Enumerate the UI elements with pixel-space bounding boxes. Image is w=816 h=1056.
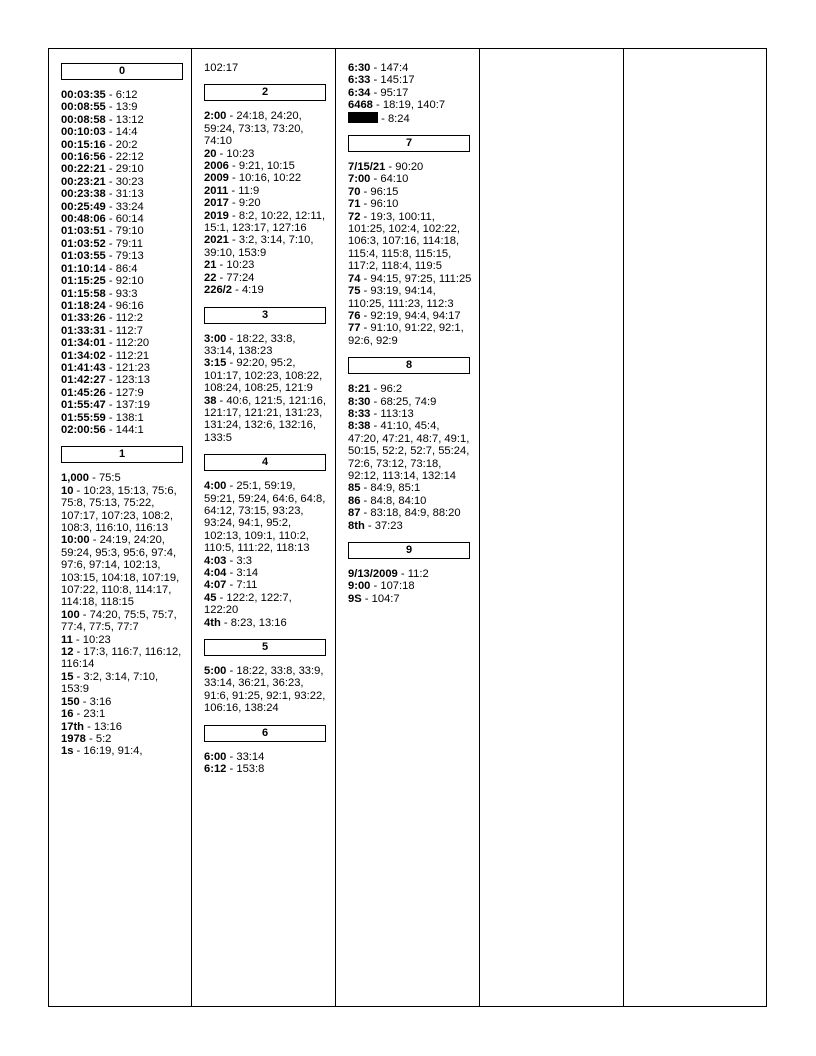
entry-term: 01:15:58 — [61, 287, 106, 300]
entry-term: 22 — [204, 271, 217, 284]
entry-term: 86 — [348, 494, 361, 507]
entry-refs: 96:2 — [380, 383, 403, 396]
entry-term: 3:00 — [204, 332, 227, 345]
entry-refs: 153:8 — [236, 763, 265, 776]
entry-term: 70 — [348, 185, 361, 198]
letter-header: 7 — [348, 135, 470, 152]
entry-refs: 75:5 — [98, 472, 121, 485]
entry-term: 9S — [348, 592, 362, 605]
entry-refs: 13:12 — [115, 113, 144, 126]
entry-term: 02:00:56 — [61, 423, 106, 436]
entry-refs: 96:10 — [370, 198, 399, 211]
index-entry: 6:33 - 145:17 — [348, 74, 415, 87]
entry-refs: 10:23 — [82, 633, 111, 646]
entry-refs: 86:4 — [115, 262, 138, 275]
index-entry: 4:07 - 7:11 — [204, 579, 258, 592]
entry-refs: 137:19 — [115, 399, 150, 412]
index-entry: 2006 - 9:21, 10:15 — [204, 160, 295, 173]
entry-term: 85 — [348, 482, 361, 495]
entry-refs: 92:20, 95:2, 101:17, 102:23, 108:22, 108:24, 108:25, 121:9 — [204, 357, 323, 395]
entry-refs: 113:13 — [380, 407, 414, 420]
entry-refs: 90:20 — [395, 161, 424, 174]
index-entry: 10 - 10:23, 15:13, 75:6, 75:8, 75:13, 75:22, 107:17, 107:23, 108:2, 108:3, 116:10, 116:13 — [61, 484, 177, 534]
entry-term: 9:00 — [348, 580, 371, 593]
entry-refs: 18:22, 33:8, 33:14, 138:23 — [204, 332, 296, 357]
index-entry: 01:55:47 - 137:19 — [61, 399, 150, 412]
entry-term: 01:15:25 — [61, 275, 106, 288]
index-entry: 9S - 104:7 — [348, 592, 400, 605]
entry-refs: 31:13 — [115, 188, 144, 201]
index-entry: 21 - 10:23 — [204, 259, 255, 272]
entry-refs: 112:21 — [115, 349, 150, 362]
entry-term: 00:10:03 — [61, 126, 106, 139]
entry-term: 100 — [61, 608, 80, 621]
entry-refs: 13:16 — [93, 720, 122, 733]
entry-term: 9/13/2009 — [348, 568, 398, 580]
index-entry: 226/2 - 4:19 — [204, 284, 264, 297]
entry-term: 7:00 — [348, 173, 371, 186]
index-entry: 01:15:25 - 92:10 — [61, 275, 144, 288]
index-entry: 01:33:31 - 112:7 — [61, 324, 143, 337]
entry-term: 6:12 — [204, 763, 227, 776]
entry-term: 00:08:55 — [61, 101, 106, 114]
index-entry: 15 - 3:2, 3:14, 7:10, 153:9 — [61, 670, 159, 696]
entry-refs: 24:18, 24:20, 59:24, 73:13, 73:20, 74:10 — [204, 110, 304, 148]
index-entry: - 8:24 — [348, 112, 472, 125]
entry-term: 2021 — [204, 234, 229, 247]
entry-term: 01:55:59 — [61, 411, 106, 424]
entry-term: 12 — [61, 646, 74, 659]
entry-refs: 18:19, 140:7 — [382, 99, 446, 112]
entry-term: 01:03:52 — [61, 237, 106, 250]
entry-term: 21 — [204, 259, 217, 272]
entry-term: 00:16:56 — [61, 151, 106, 164]
entry-term: 01:18:24 — [61, 299, 106, 312]
entry-refs: 3:16 — [89, 695, 112, 708]
entry-refs: 77:24 — [226, 271, 255, 284]
entry-term: 01:42:27 — [61, 374, 106, 387]
index-entry: 8th - 37:23 — [348, 519, 403, 532]
entry-refs: 3:2, 3:14, 7:10, 39:10, 153:9 — [204, 234, 314, 259]
entry-term: 4:04 — [204, 567, 227, 579]
entry-refs: 138:1 — [115, 411, 144, 424]
entry-refs: 112:7 — [115, 324, 143, 337]
entry-refs: 37:23 — [374, 519, 403, 532]
entry-refs: 8:23, 13:16 — [230, 616, 287, 629]
index-entry: 17th - 13:16 — [61, 720, 122, 733]
entry-term: 2009 — [204, 172, 229, 185]
entry-term: 01:33:26 — [61, 312, 106, 325]
entry-refs: 84:9, 85:1 — [370, 482, 421, 495]
letter-header: 0 — [61, 63, 183, 80]
index-entry: 01:34:02 - 112:21 — [61, 349, 150, 362]
index-entry: 86 - 84:8, 84:10 — [348, 494, 427, 507]
index-entry: 4:03 - 3:3 — [204, 554, 252, 567]
entry-refs: 22:12 — [115, 151, 144, 164]
entry-refs: 6:12 — [115, 89, 138, 101]
entry-refs: 96:16 — [115, 299, 144, 312]
entry-term: 4th — [204, 616, 221, 629]
entry-refs: 8:24 — [387, 112, 410, 125]
index-entry: 76 - 92:19, 94:4, 94:17 — [348, 309, 461, 322]
entry-refs: 29:10 — [115, 163, 144, 176]
index-entry: 01:42:27 - 123:13 — [61, 374, 150, 387]
entry-term: 01:34:02 — [61, 349, 106, 362]
entry-term: 71 — [348, 198, 361, 211]
entry-term: 87 — [348, 507, 361, 520]
index-group — [348, 135, 472, 347]
entry-term: 77 — [348, 322, 361, 335]
index-group — [348, 542, 472, 605]
entry-refs: 83:18, 84:9, 88:20 — [370, 507, 461, 520]
entry-refs: 30:23 — [115, 175, 144, 188]
index-entry: 01:34:01 - 112:20 — [61, 337, 150, 350]
index-entry: 87 - 83:18, 84:9, 88:20 — [348, 507, 461, 520]
index-entry: 00:23:21 - 30:23 — [61, 175, 144, 188]
index-entry: 38 - 40:6, 121:5, 121:16, 121:17, 121:21, 131:23, 131:24, 132:6, 132:16, 133:5 — [204, 394, 326, 444]
entry-refs: 8:2, 10:22, 12:11, 15:1, 123:17, 127:16 — [204, 209, 326, 235]
index-entry: 6:30 - 147:4 — [348, 62, 409, 74]
entry-term: 8th — [348, 519, 365, 532]
entry-term: 01:03:55 — [61, 250, 106, 263]
index-entry: 4:04 - 3:14 — [204, 567, 259, 579]
entry-refs: 20:2 — [115, 138, 138, 151]
entry-refs: 11:2 — [407, 568, 429, 580]
entry-term: 00:25:49 — [61, 200, 106, 213]
entry-term: 4:00 — [204, 480, 227, 493]
entry-refs: 33:14 — [236, 750, 265, 763]
index-entry: 7:00 - 64:10 — [348, 173, 409, 186]
entry-term: 00:08:58 — [61, 113, 106, 126]
index-entry: 00:25:49 - 33:24 — [61, 200, 144, 213]
entry-refs: 16:19, 91:4, — [83, 745, 143, 758]
index-entry — [204, 62, 328, 74]
index-group — [204, 725, 328, 776]
entry-term: 2006 — [204, 160, 229, 173]
entry-refs: 13:9 — [115, 101, 138, 114]
index-entry: 22 - 77:24 — [204, 271, 255, 284]
entry-term: 226/2 — [204, 284, 232, 297]
index-entry: 1,000 - 75:5 — [61, 472, 121, 485]
entry-term: 76 — [348, 309, 361, 322]
index-column-5 — [624, 49, 767, 1006]
index-group — [204, 84, 328, 296]
entry-refs: 11:9 — [238, 184, 260, 197]
entry-term: 20 — [204, 147, 217, 160]
entry-refs: 123:13 — [115, 374, 150, 387]
index-entry: 01:03:51 - 79:10 — [61, 225, 144, 238]
index-entry: 6:00 - 33:14 — [204, 750, 265, 763]
index-entry: 01:03:52 - 79:11 — [61, 237, 143, 250]
entry-term: 8:21 — [348, 383, 371, 396]
entry-refs: 3:3 — [236, 554, 252, 567]
index-entry: 16 - 23:1 — [61, 708, 106, 721]
index-entry: 85 - 84:9, 85:1 — [348, 482, 421, 495]
entry-term: 75 — [348, 285, 361, 298]
entry-refs: 92:19, 94:4, 94:17 — [370, 309, 461, 322]
entry-refs: 3:2, 3:14, 7:10, 153:9 — [61, 670, 159, 696]
index-entry: 00:08:58 - 13:12 — [61, 113, 144, 126]
index-entry: 02:00:56 - 144:1 — [61, 423, 144, 436]
entry-term: 6:34 — [348, 86, 371, 99]
entry-refs: 33:24 — [115, 200, 144, 213]
index-entry: 00:16:56 - 22:12 — [61, 151, 144, 164]
letter-header: 1 — [61, 446, 183, 463]
entry-term: 8:38 — [348, 420, 371, 433]
index-group — [204, 62, 328, 74]
entry-refs: 79:13 — [115, 250, 144, 263]
index-entry: 5:00 - 18:22, 33:8, 33:9, 33:14, 36:21, 36:23, 91:6, 91:25, 92:1, 93:22, 106:16, 138:24 — [204, 665, 326, 715]
entry-refs: 121:23 — [115, 361, 150, 374]
entry-refs: 107:18 — [380, 580, 415, 593]
index-entry: 1978 - 5:2 — [61, 732, 112, 745]
entry-term: 1,000 — [61, 472, 89, 485]
index-entry: 20 - 10:23 — [204, 147, 255, 160]
entry-term: 45 — [204, 591, 217, 604]
entry-term: 5:00 — [204, 665, 227, 678]
entry-term: 6:00 — [204, 750, 227, 763]
index-entry: 4th - 8:23, 13:16 — [204, 616, 287, 629]
entry-refs: 25:1, 59:19, 59:21, 59:24, 64:6, 64:8, 64:12, 73:15, 93:23, 93:24, 94:1, 95:2, 102:13, 109:1, 110:2, 110:5, 111:22, 118:13 — [204, 480, 326, 555]
entry-refs: 122:2, 122:7, 122:20 — [204, 591, 292, 617]
entry-term: 01:55:47 — [61, 399, 106, 412]
index-entry: 71 - 96:10 — [348, 198, 399, 211]
index-entry: 8:33 - 113:13 — [348, 407, 414, 420]
entry-term: 00:48:06 — [61, 213, 106, 226]
entry-refs: 10:23, 15:13, 75:6, 75:8, 75:13, 75:22, 107:17, 107:23, 108:2, 108:3, 116:10, 116:13 — [61, 484, 177, 534]
index-entry: 8:21 - 96:2 — [348, 383, 403, 396]
entry-refs: 17:3, 116:7, 116:12, 116:14 — [61, 646, 182, 671]
entry-term: 6468 — [348, 99, 373, 112]
entry-term: 11 — [61, 633, 73, 646]
letter-header: 3 — [204, 307, 326, 324]
entry-refs: 40:6, 121:5, 121:16, 121:17, 121:21, 131:23, 131:24, 132:6, 132:16, 133:5 — [204, 394, 326, 444]
index-entry: 00:15:16 - 20:2 — [61, 138, 138, 151]
letter-header: 2 — [204, 84, 326, 101]
entry-refs: 92:10 — [115, 275, 144, 288]
index-entry: 2011 - 11:9 — [204, 184, 260, 197]
entry-refs: 10:23 — [226, 147, 255, 160]
index-entry: 70 - 96:15 — [348, 185, 399, 198]
entry-term: 00:22:21 — [61, 163, 106, 176]
entry-refs: 145:17 — [380, 74, 415, 87]
index-entry: 01:03:55 - 79:13 — [61, 250, 144, 263]
index-entry: 00:22:21 - 29:10 — [61, 163, 144, 176]
entry-refs: 9:21, 10:15 — [238, 160, 295, 173]
index-entry: 100 - 74:20, 75:5, 75:7, 77:4, 77:5, 77:7 — [61, 608, 177, 634]
index-entry: 00:23:38 - 31:13 — [61, 188, 144, 201]
index-entry: 9/13/2009 - 11:2 — [348, 568, 429, 580]
entry-term: 10:00 — [61, 534, 90, 547]
index-entry: 12 - 17:3, 116:7, 116:12, 116:14 — [61, 646, 182, 671]
letter-header: 6 — [204, 725, 326, 742]
entry-refs: 93:3 — [115, 287, 138, 300]
entry-term: 4:07 — [204, 579, 227, 592]
index-entry: 1s - 16:19, 91:4, — [61, 745, 143, 758]
entry-refs: 3:14 — [236, 567, 259, 579]
entry-term: 01:10:14 — [61, 262, 106, 275]
entry-refs: 91:10, 91:22, 92:1, 92:6, 92:9 — [348, 322, 464, 347]
entry-refs: 60:14 — [115, 213, 144, 226]
index-entry: 01:15:58 - 93:3 — [61, 287, 138, 300]
index-entry: 8:38 - 41:10, 45:4, 47:20, 47:21, 48:7, 49:1, 50:15, 52:2, 52:7, 55:24, 72:6, 73:12, 73:18, 92:12, 113:14, 132:14 — [348, 420, 470, 482]
index-entry: 2009 - 10:16, 10:22 — [204, 172, 302, 185]
entry-term: 15 — [61, 670, 74, 683]
index-entry: 3:00 - 18:22, 33:8, 33:14, 138:23 — [204, 332, 296, 357]
index-entry: 3:15 - 92:20, 95:2, 101:17, 102:23, 108:22, 108:24, 108:25, 121:9 — [204, 357, 323, 395]
entry-term: 6:33 — [348, 74, 371, 87]
entry-term: 150 — [61, 695, 80, 708]
entry-term: 01:33:31 — [61, 324, 106, 337]
index-entry: 00:03:35 - 6:12 — [61, 89, 138, 101]
index-entry: 01:41:43 - 121:23 — [61, 361, 150, 374]
index-group — [348, 62, 472, 125]
entry-term: 2019 — [204, 209, 229, 222]
entry-term: 01:34:01 — [61, 337, 106, 350]
index-entry: 01:45:26 - 127:9 — [61, 386, 144, 399]
entry-refs: 24:19, 24:20, 59:24, 95:3, 95:6, 97:4, 97:6, 97:14, 102:13, 103:15, 104:18, 107:19, 107:22, 110:8, 114:17, 114:18, 118:15 — [61, 534, 180, 609]
index-entry: 45 - 122:2, 122:7, 122:20 — [204, 591, 292, 617]
index-entry: 9:00 - 107:18 — [348, 580, 415, 593]
index-entry: 72 - 19:3, 100:11, 101:25, 102:4, 102:22, 106:3, 107:16, 114:18, 115:4, 115:8, 115:15, 117:2, 118:4, 119:5 — [348, 210, 460, 273]
index-entry: 4:00 - 25:1, 59:19, 59:21, 59:24, 64:6, 64:8, 64:12, 73:15, 93:23, 93:24, 94:1, 95:2, 102:13, 109:1, 110:2, 110:5, 111:22, 118:13 — [204, 480, 326, 555]
index-column-4 — [480, 49, 624, 1006]
entry-refs: 18:22, 33:8, 33:9, 33:14, 36:21, 36:23, 91:6, 91:25, 92:1, 93:22, 106:16, 138:24 — [204, 665, 326, 715]
index-entry: 01:33:26 - 112:2 — [61, 312, 143, 325]
index-entry: 10:00 - 24:19, 24:20, 59:24, 95:3, 95:6, 97:4, 97:6, 97:14, 102:13, 103:15, 104:18, 107:19, 107:22, 110:8, 114:17, 114:18, 118:15 — [61, 534, 180, 609]
entry-refs: 41:10, 45:4, 47:20, 47:21, 48:7, 49:1, 50:15, 52:2, 52:7, 55:24, 72:6, 73:12, 73:18, 92:12, 113:14, 132:14 — [348, 420, 470, 482]
index-column-2 — [192, 49, 336, 1006]
entry-term: 7/15/21 — [348, 161, 386, 174]
entry-term: 2011 — [204, 184, 229, 197]
entry-refs: 112:20 — [115, 337, 150, 350]
entry-refs: 93:19, 94:14, 110:25, 111:23, 112:3 — [348, 285, 454, 310]
entry-term: 17th — [61, 720, 85, 733]
index-group — [61, 63, 185, 436]
entry-term: 01:45:26 — [61, 386, 106, 399]
letter-header: 4 — [204, 454, 326, 471]
entry-refs: 95:17 — [380, 86, 409, 99]
entry-refs: 104:7 — [371, 592, 400, 605]
entry-refs: 102:17 — [204, 62, 239, 74]
entry-term: 2:00 — [204, 110, 227, 123]
index-group — [348, 357, 472, 532]
index-entry: 7/15/21 - 90:20 — [348, 161, 424, 174]
entry-term: 4:03 — [204, 554, 227, 567]
entry-term: 00:15:16 — [61, 138, 106, 151]
entry-term: 1s — [61, 745, 74, 758]
entry-refs: 5:2 — [95, 732, 112, 745]
index-entry: 11 - 10:23 — [61, 633, 111, 646]
redaction-block — [348, 112, 378, 123]
entry-refs: 74:20, 75:5, 75:7, 77:4, 77:5, 77:7 — [61, 608, 177, 634]
index-entry: 77 - 91:10, 91:22, 92:1, 92:6, 92:9 — [348, 322, 464, 347]
index-group — [204, 307, 328, 445]
index-entry: 2:00 - 24:18, 24:20, 59:24, 73:13, 73:20, 74:10 — [204, 110, 304, 148]
entry-refs: 68:25, 74:9 — [380, 395, 437, 408]
index-entry: 6:34 - 95:17 — [348, 86, 409, 99]
entry-term: 10 — [61, 484, 74, 497]
index-column-3 — [336, 49, 480, 1006]
entry-term: 8:33 — [348, 407, 371, 420]
index-entry: 00:48:06 - 60:14 — [61, 213, 144, 226]
index-entry: 00:10:03 - 14:4 — [61, 126, 138, 139]
index-entry: 01:18:24 - 96:16 — [61, 299, 144, 312]
entry-term: 74 — [348, 272, 361, 285]
entry-term: 00:23:21 — [61, 175, 106, 188]
index-entry: 2021 - 3:2, 3:14, 7:10, 39:10, 153:9 — [204, 234, 314, 259]
index-entry: 74 - 94:15, 97:25, 111:25 — [348, 272, 472, 285]
entry-term: 6:30 — [348, 62, 371, 74]
entry-refs: 144:1 — [115, 423, 144, 436]
entry-term: 00:03:35 — [61, 89, 106, 101]
index-entry: 2017 - 9:20 — [204, 197, 261, 210]
entry-term: 3:15 — [204, 357, 227, 370]
entry-refs: 96:15 — [370, 185, 399, 198]
entry-refs: 14:4 — [115, 126, 138, 139]
entry-term: 2017 — [204, 197, 229, 210]
index-group — [204, 454, 328, 629]
entry-refs: 7:11 — [236, 579, 258, 592]
index-group — [204, 639, 328, 715]
entry-term: 00:23:38 — [61, 188, 106, 201]
letter-header: 9 — [348, 542, 470, 559]
index-entry: 00:08:55 - 13:9 — [61, 101, 138, 114]
letter-header: 8 — [348, 357, 470, 374]
index-column-1 — [49, 49, 192, 1006]
entry-term: 01:03:51 — [61, 225, 106, 238]
entry-refs: 19:3, 100:11, 101:25, 102:4, 102:22, 106:3, 107:16, 114:18, 115:4, 115:8, 115:15, 117:2, 118:4, 119:5 — [348, 210, 460, 273]
entry-refs: 84:8, 84:10 — [370, 494, 427, 507]
entry-refs: 10:16, 10:22 — [238, 172, 302, 185]
letter-header: 5 — [204, 639, 326, 656]
entry-term: 16 — [61, 708, 74, 721]
entry-refs: 79:11 — [115, 237, 143, 250]
index-entry: 6:12 - 153:8 — [204, 763, 265, 776]
entry-refs: 23:1 — [83, 708, 106, 721]
entry-refs: 10:23 — [226, 259, 255, 272]
index-page-frame — [48, 48, 767, 1007]
entry-refs: 64:10 — [380, 173, 409, 186]
entry-term: 72 — [348, 210, 361, 223]
index-entry: 75 - 93:19, 94:14, 110:25, 111:23, 112:3 — [348, 285, 454, 310]
index-entry: 01:10:14 - 86:4 — [61, 262, 138, 275]
entry-refs: 4:19 — [241, 284, 264, 297]
index-entry: 8:30 - 68:25, 74:9 — [348, 395, 437, 408]
entry-term: 8:30 — [348, 395, 371, 408]
index-group — [61, 446, 185, 757]
index-entry: 01:55:59 - 138:1 — [61, 411, 144, 424]
index-entry: 2019 - 8:2, 10:22, 12:11, 15:1, 123:17, 127:16 — [204, 209, 326, 235]
entry-refs: 79:10 — [115, 225, 144, 238]
entry-term: 01:41:43 — [61, 361, 106, 374]
index-entry: 6468 - 18:19, 140:7 — [348, 99, 446, 112]
entry-refs: 147:4 — [380, 62, 409, 74]
entry-refs: 9:20 — [238, 197, 261, 210]
entry-refs: 112:2 — [115, 312, 143, 325]
index-entry: 150 - 3:16 — [61, 695, 112, 708]
entry-refs: 127:9 — [115, 386, 144, 399]
entry-term: 38 — [204, 394, 217, 407]
entry-term: 1978 — [61, 732, 86, 745]
entry-refs: 94:15, 97:25, 111:25 — [370, 272, 472, 285]
